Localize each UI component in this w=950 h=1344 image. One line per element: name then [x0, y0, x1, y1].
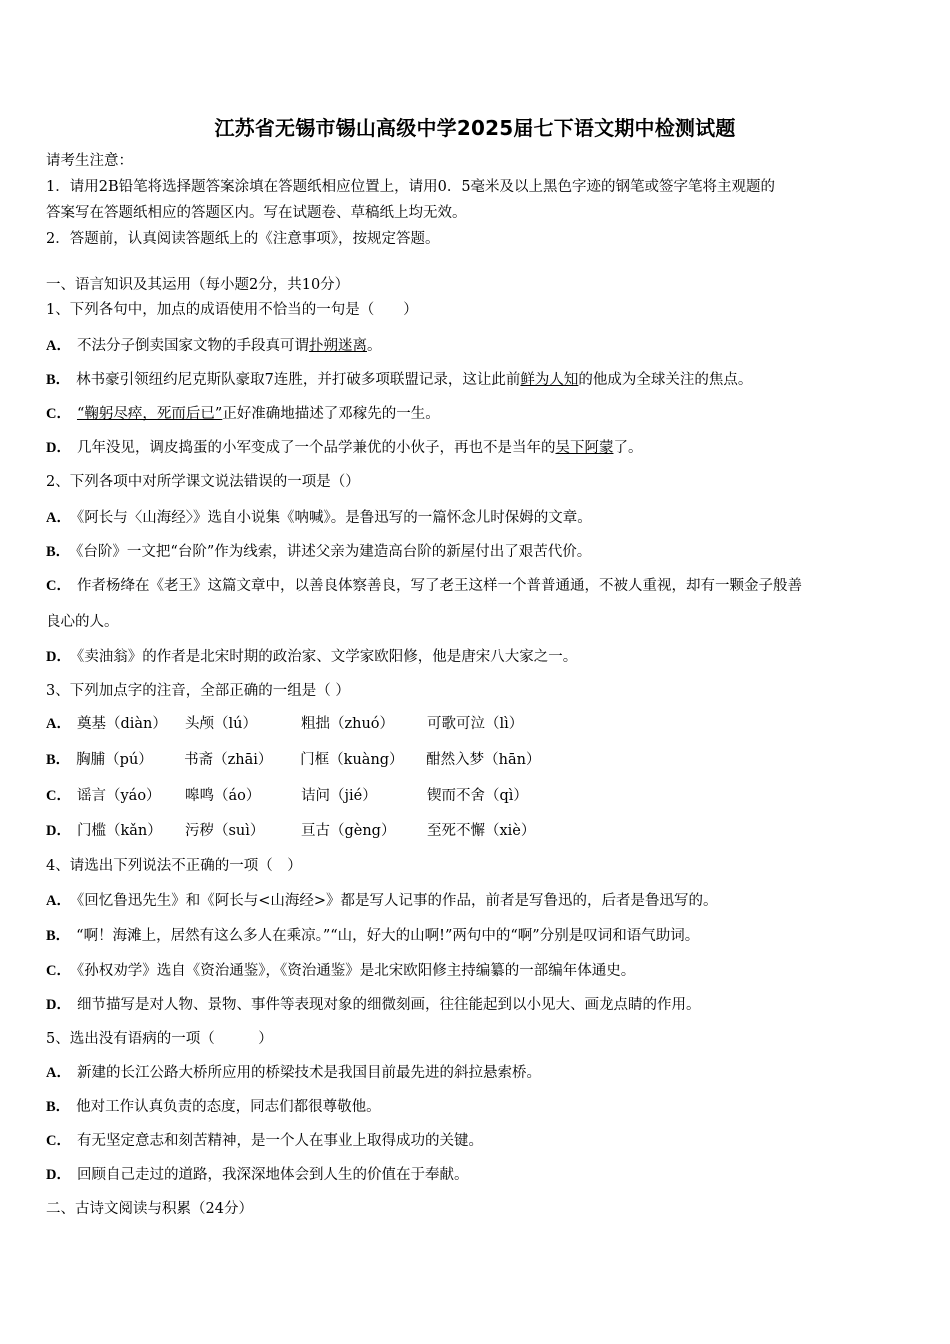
question-2-option-b	[46, 541, 908, 563]
notice-block	[46, 148, 908, 252]
option-text-end: 的他成为全球关注的焦点。	[578, 372, 753, 388]
option-text: 他对工作认真负责的态度，同志们都很尊敬他。	[76, 1099, 381, 1115]
option-text: 作者杨绛在《老王》这篇文章中，以善良体察善良，写了老王这样一个普普通通，不被人重视，却有一颗金子般善	[76, 578, 802, 594]
option-letter: D．	[46, 649, 71, 665]
question-1-stem: 1、下列各句中，加点的成语使用不恰当的一句是（ ）	[46, 302, 418, 318]
option-text: 细节描写是对人物、景物、事件等表现对象的细微刻画，往往能起到以小见大、画龙点睛的作用。	[76, 997, 701, 1013]
question-4-option-b	[46, 925, 908, 947]
option-text: 林书豪引领纽约尼克斯队豪取7连胜，并打破多项联盟记录，这让此前	[76, 372, 521, 388]
section-heading-1: 一、语言知识及其运用（每小题2分，共10分）	[46, 277, 350, 293]
pinyin-item: 至死不懈（xiè）	[426, 823, 536, 839]
option-text: 不法分子倒卖国家文物的手段真可谓	[76, 338, 309, 354]
underlined-idiom: 扑朔迷离	[308, 338, 367, 354]
option-text-end: 正好准确地描述了邓稼先的一生。	[222, 406, 440, 422]
question-1-option-b	[46, 369, 908, 391]
option-letter: B．	[46, 1099, 71, 1115]
question-5-option-a	[46, 1062, 908, 1084]
option-line-1	[46, 568, 908, 604]
option-letter: A．	[46, 893, 71, 909]
option-text: 《阿长与〈山海经〉》选自小说集《呐喊》。是鲁迅写的一篇怀念儿时保姆的文章。	[76, 510, 592, 526]
question-4-option-c	[46, 960, 908, 982]
question-1-option-a	[46, 335, 908, 357]
option-letter: D．	[46, 997, 71, 1013]
option-letter: C．	[46, 578, 71, 594]
option-text: 《回忆鲁迅先生》和《阿长与<山海经>》都是写人记事的作品，前者是写鲁迅的，后者是鲁迅写的。	[76, 893, 718, 909]
underlined-idiom: “鞠躬尽瘁，死而后已”	[76, 406, 223, 422]
question-3-stem: 3、下列加点字的注音，全部正确的一组是（ ）	[46, 683, 350, 699]
question-3-option-b	[46, 749, 908, 771]
option-letter: D．	[46, 440, 71, 456]
option-line-2: 良心的人。	[46, 614, 119, 630]
option-letter: C．	[46, 406, 71, 422]
notice-line-3: 2．答题前，认真阅读答题纸上的《注意事项》，按规定答题。	[46, 231, 440, 247]
option-letter: A．	[46, 510, 71, 526]
notice-line-1: 1．请用2B铅笔将选择题答案涂填在答题纸相应位置上，请用0．5毫米及以上黑色字迹的钢笔或签字笔将主观题的	[46, 179, 776, 195]
option-text: 回顾自己走过的道路，我深深地体会到人生的价值在于奉献。	[76, 1167, 469, 1183]
option-text-end: 。	[366, 338, 382, 354]
option-letter: C．	[46, 788, 71, 804]
pinyin-item: 胸脯（pú）	[76, 752, 153, 768]
pinyin-item: 门槛（kǎn）	[76, 823, 162, 839]
option-letter: B．	[46, 372, 71, 388]
option-letter: B．	[46, 752, 71, 768]
option-text: 《台阶》一文把“台阶”作为线索，讲述父亲为建造高台阶的新屋付出了艰苦代价。	[76, 544, 592, 560]
option-letter: D．	[46, 1167, 71, 1183]
question-2-option-c	[46, 568, 908, 640]
pinyin-item: 嗥鸣（áo）	[184, 788, 261, 804]
option-letter: D．	[46, 823, 71, 839]
option-letter: B．	[46, 544, 71, 560]
pinyin-item: 奠基（diàn）	[76, 716, 167, 732]
pinyin-item: 门框（kuàng）	[300, 752, 404, 768]
question-3-option-a	[46, 713, 908, 735]
question-1-option-d	[46, 437, 908, 459]
question-2-stem: 2、下列各项中对所学课文说法错误的一项是（）	[46, 474, 360, 490]
option-text: 新建的长江公路大桥所应用的桥梁技术是我国目前最先进的斜拉悬索桥。	[76, 1065, 541, 1081]
question-3-option-d	[46, 820, 908, 842]
underlined-idiom: 鲜为人知	[520, 372, 579, 388]
question-5-option-b	[46, 1096, 908, 1118]
pinyin-item: 污秽（suì）	[184, 823, 265, 839]
option-text: 《孙权劝学》选自《资治通鉴》，《资治通鉴》是北宋欧阳修主持编纂的一部编年体通史。	[76, 963, 636, 979]
pinyin-item: 头颅（lú）	[184, 716, 257, 732]
option-text: “啊！海滩上，居然有这么多人在乘凉。”“山，好大的山啊!”两句中的“啊”分别是叹词和语气助词。	[76, 928, 700, 944]
option-text: 《卖油翁》的作者是北宋时期的政治家、文学家欧阳修，他是唐宋八大家之一。	[76, 649, 578, 665]
pinyin-item: 书斋（zhāi）	[184, 752, 273, 768]
option-letter: A．	[46, 338, 71, 354]
question-4-option-a	[46, 890, 908, 912]
question-4-stem: 4、请选出下列说法不正确的一项（ ）	[46, 858, 302, 874]
underlined-idiom: 吴下阿蒙	[555, 440, 614, 456]
question-5-stem: 5、选出没有语病的一项（ ）	[46, 1031, 273, 1047]
question-5-option-d	[46, 1164, 908, 1186]
pinyin-item: 粗拙（zhuó）	[300, 716, 395, 732]
question-4-option-d	[46, 994, 908, 1016]
pinyin-item: 锲而不舍（qì）	[426, 788, 528, 804]
option-text: 有无坚定意志和刻苦精神，是一个人在事业上取得成功的关键。	[76, 1133, 483, 1149]
option-letter: C．	[46, 963, 71, 979]
notice-heading: 请考生注意：	[46, 153, 133, 169]
pinyin-item: 酣然入梦（hān）	[426, 752, 541, 768]
page-title: 江苏省无锡市锡山高级中学2025届七下语文期中检测试题	[214, 116, 736, 140]
option-letter: A．	[46, 716, 71, 732]
question-5-option-c	[46, 1130, 908, 1152]
option-text: 几年没见，调皮捣蛋的小军变成了一个品学兼优的小伙子，再也不是当年的	[76, 440, 556, 456]
pinyin-item: 诘问（jié）	[300, 788, 377, 804]
option-letter: B．	[46, 928, 71, 944]
pinyin-item: 谣言（yáo）	[76, 788, 161, 804]
option-text-end: 了。	[613, 440, 643, 456]
question-3-option-c	[46, 785, 908, 807]
option-letter: C．	[46, 1133, 71, 1149]
option-letter: A．	[46, 1065, 71, 1081]
notice-line-2: 答案写在答题纸相应的答题区内。写在试题卷、草稿纸上均无效。	[46, 205, 467, 221]
question-2-option-a	[46, 507, 908, 529]
pinyin-item: 可歌可泣（lì）	[426, 716, 524, 732]
question-1-option-c	[46, 403, 908, 425]
question-2-option-d	[46, 646, 908, 668]
pinyin-item: 亘古（gèng）	[300, 823, 396, 839]
section-heading-2: 二、古诗文阅读与积累（24分）	[46, 1201, 253, 1217]
